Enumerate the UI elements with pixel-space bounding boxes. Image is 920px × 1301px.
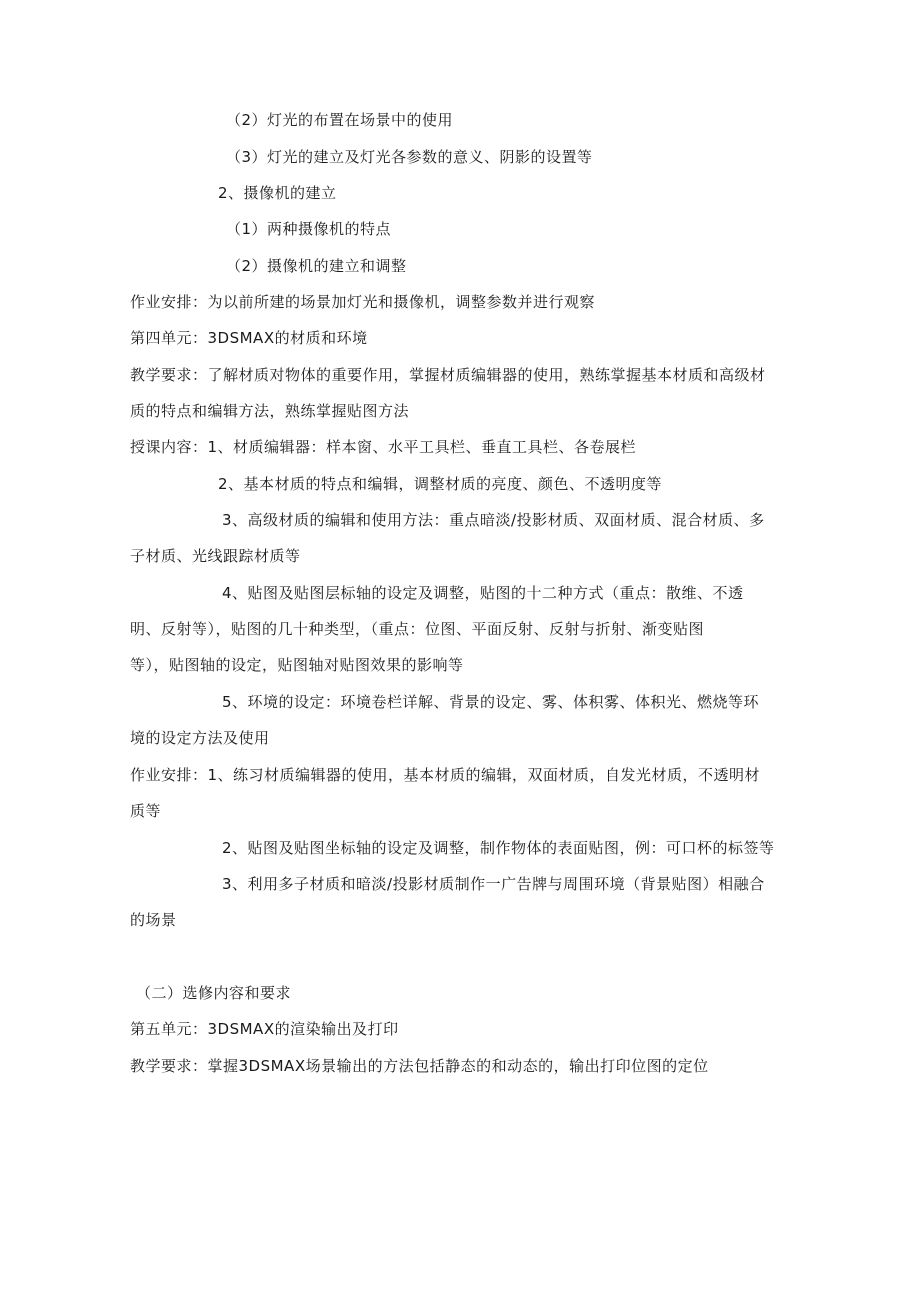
text-line: 的场景	[130, 911, 177, 929]
text-line: 作业安排：1、练习材质编辑器的使用，基本材质的编辑，双面材质，自发光材质，不透明材	[130, 766, 761, 784]
text-line: 2、摄像机的建立	[218, 184, 337, 202]
text-line: 等），贴图轴的设定，贴图轴对贴图效果的影响等	[130, 656, 464, 674]
text-line: 作业安排：为以前所建的场景加灯光和摄像机，调整参数并进行观察	[130, 293, 596, 311]
text-line: 5、环境的设定：环境卷栏详解、背景的设定、雾、体积雾、体积光、燃烧等环	[222, 693, 760, 711]
text-line: （2）摄像机的建立和调整	[226, 257, 407, 275]
text-line: 质等	[130, 802, 162, 820]
text-line: 3、利用多子材质和暗淡/投影材质制作一广告牌与周围环境（背景贴图）相融合	[222, 875, 765, 893]
text-line: 教学要求：掌握3DSMAX场景输出的方法包括静态的和动态的，输出打印位图的定位	[130, 1057, 709, 1075]
text-line: 3、高级材质的编辑和使用方法：重点暗淡/投影材质、双面材质、混合材质、多	[222, 511, 765, 529]
text-line: 2、基本材质的特点和编辑，调整材质的亮度、颜色、不透明度等	[218, 475, 663, 493]
text-line: （3）灯光的建立及灯光各参数的意义、阴影的设置等	[226, 148, 593, 166]
section-heading: （二）选修内容和要求	[136, 984, 292, 1002]
text-line: 授课内容：1、材质编辑器：样本窗、水平工具栏、垂直工具栏、各卷展栏	[130, 438, 637, 456]
text-line: 2、贴图及贴图坐标轴的设定及调整，制作物体的表面贴图，例：可口杯的标签等	[222, 839, 775, 857]
text-line: 境的设定方法及使用	[130, 729, 270, 747]
text-line: 子材质、光线跟踪材质等	[130, 547, 301, 565]
section-heading: 第五单元：3DSMAX的渲染输出及打印	[130, 1020, 399, 1038]
text-line: （1）两种摄像机的特点	[226, 220, 392, 238]
text-line: 质的特点和编辑方法，熟练掌握贴图方法	[130, 402, 410, 420]
text-line: 教学要求：了解材质对物体的重要作用，掌握材质编辑器的使用，熟练掌握基本材质和高级材	[130, 366, 766, 384]
text-line: 4、贴图及贴图层标轴的设定及调整，贴图的十二种方式（重点：散维、不透	[222, 584, 744, 602]
text-line: 明、反射等），贴图的几十种类型，（重点：位图、平面反射、反射与折射、渐变贴图	[130, 620, 705, 638]
text-line: （2）灯光的布置在场景中的使用	[226, 111, 454, 129]
section-heading: 第四单元：3DSMAX的材质和环境	[130, 329, 368, 347]
